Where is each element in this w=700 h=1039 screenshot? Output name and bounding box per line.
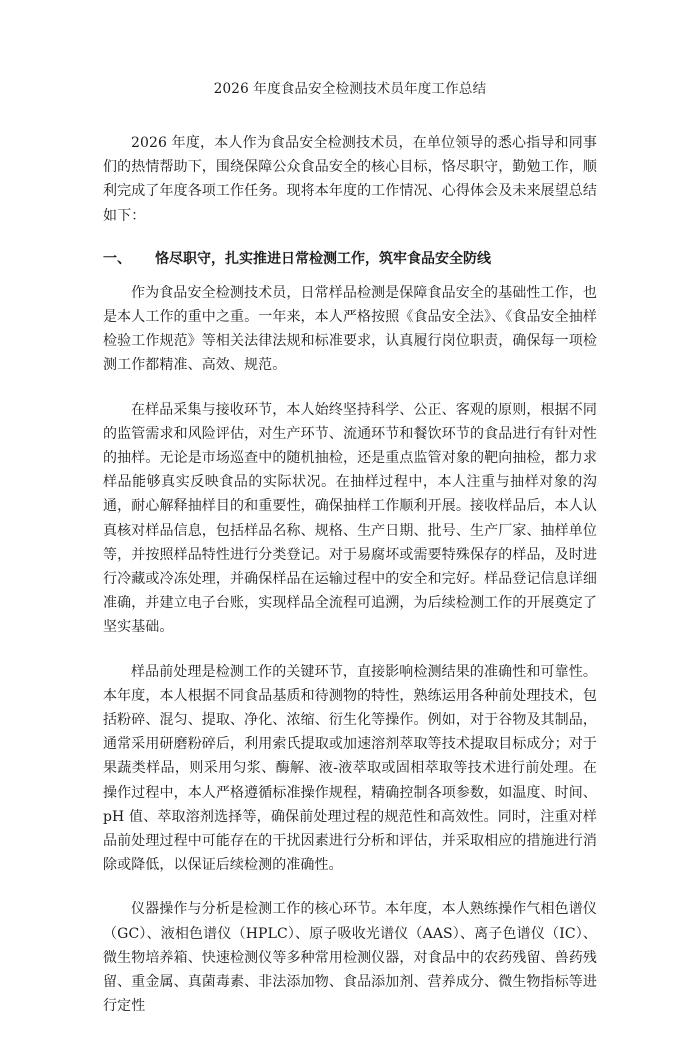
body-paragraph: 在样品采集与接收环节，本人始终坚持科学、公正、客观的原则，根据不同的监管需求和风险评估，对生产环节、流通环节和餐饮环节的食品进行有针对性的抽样。无论是市场巡查中的随机抽检，还是重点监管对象的靶向抽检，都力求样品能够真实反映食品的实际状况。在抽样过程中，本人注重与抽样对象的沟通，耐心解释抽样目的和重要性，确保抽样工作顺利开展。接收样品后，本人认真核对样品信息，包括样品名称、规格、生产日期、批号、生产厂家、抽样单位等，并按照样品特性进行分类登记。对于易腐坏或需要特殊保存的样品，及时进行冷藏或冷冻处理，并确保样品在运输过程中的安全和完好。样品登记信息详细准确，并建立电子台账，实现样品全流程可追溯，为后续检测工作的开展奠定了坚实基础。 — [103, 401, 597, 636]
body-paragraph: 样品前处理是检测工作的关键环节，直接影响检测结果的准确性和可靠性。本年度，本人根据不同食品基质和待测物的特性，熟练运用各种前处理技术，包括粉碎、混匀、提取、净化、浓缩、衍生化等操作。例如，对于谷物及其制品，通常采用研磨粉碎后，利用索氏提取或加速溶剂萃取等技术提取目标成分；对于果蔬类样品，则采用匀浆、酶解、液-液萃取或固相萃取等技术进行前处理。在操作过程中，本人严格遵循标准操作规程，精确控制各项参数，如温度、时间、 pH 值、萃取溶剂选择等，确保前处理过程的规范性和高效性。同时，注重对样品前处理过程中可能存在的干扰因素进行分析和评估，并采取相应的措施进行消除或降低，以保证后续检测的准确性。 — [103, 663, 597, 874]
document-title: 2026 年度食品安全检测技术员年度工作总结 — [213, 81, 487, 97]
section-heading — [103, 248, 597, 270]
intro-paragraph: 2026 年度，本人作为食品安全检测技术员，在单位领导的悉心指导和同事们的热情帮助下，围绕保障公众食品安全的核心目标，恪尽职守，勤勉工作，顺利完成了年度各项工作任务。现将本年度的工作情况、心得体会及未来展望总结如下： — [103, 135, 597, 224]
document-body — [103, 131, 597, 1039]
body-paragraph: 作为食品安全检测技术员，日常样品检测是保障食品安全的基础性工作，也是本人工作的重中之重。一年来，本人严格按照《食品安全法》、《食品安全抽样检验工作规范》等相关法律法规和标准要求，认真履行岗位职责，确保每一项检测工作都精准、高效、规范。 — [103, 284, 597, 374]
section-heading-text: 恪尽职守，扎实推进日常检测工作，筑牢食品安全防线 — [155, 250, 491, 267]
body-paragraph: 仪器操作与分析是检测工作的核心环节。本年度，本人熟练操作气相色谱仪（GC）、液相色谱仪（HPLC）、原子吸收光谱仪（AAS）、离子色谱仪（IC）、微生物培养箱、快速检测仪等多种常用检测仪器，对食品中的农药残留、兽药残留、重金属、真菌毒素、非法添加物、食品添加剂、营养成分、微生物指标等进行定性 — [103, 901, 597, 1015]
section-number: 一、 — [103, 250, 131, 267]
